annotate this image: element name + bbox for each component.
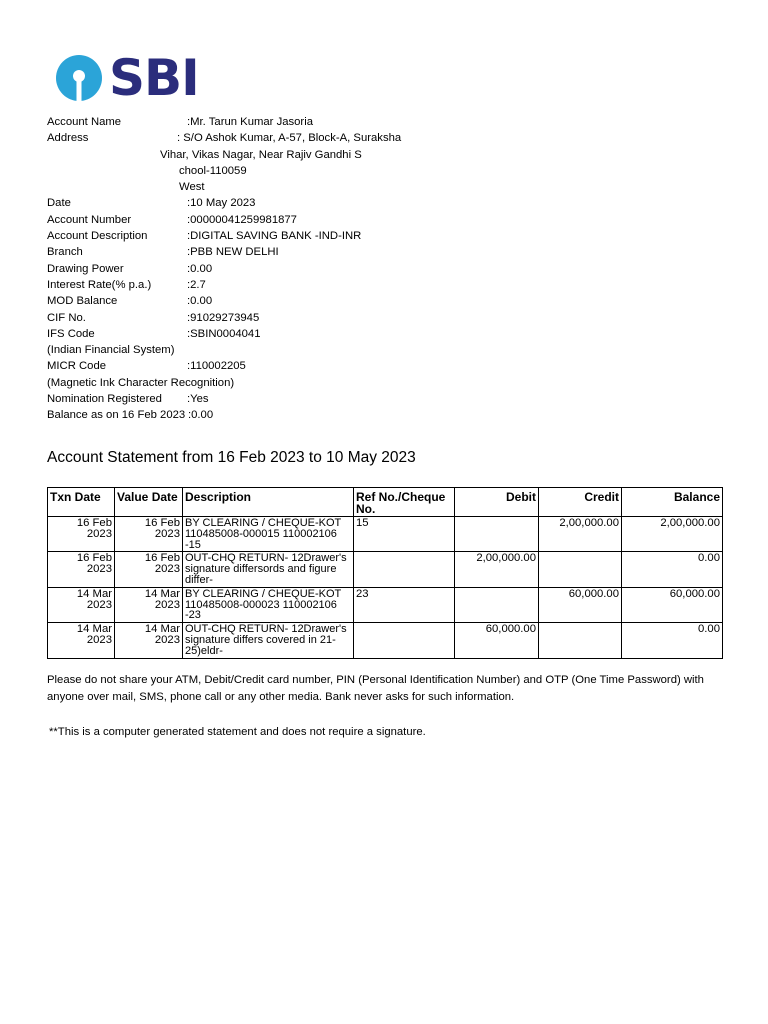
cif-label: CIF No. xyxy=(47,311,86,324)
value-date-cell: 16 Feb 2023 xyxy=(115,517,183,552)
credit-cell xyxy=(539,552,622,587)
txn-date-cell: 16 Feb 2023 xyxy=(48,552,115,587)
col-debit: Debit xyxy=(455,488,539,517)
cif-value: :91029273945 xyxy=(187,311,260,324)
txn-date-cell: 16 Feb 2023 xyxy=(48,517,115,552)
account-description-value: :DIGITAL SAVING BANK -IND-INR xyxy=(187,230,362,243)
ifs-code-label: IFS Code xyxy=(47,327,95,340)
ref-cell: 15 xyxy=(354,517,455,552)
address-line3: chool-110059 xyxy=(179,164,247,177)
description-cell: OUT-CHQ RETURN- 12Drawer's signature differs covered in 21-25)eldr- xyxy=(183,623,354,658)
ifs-note: (Indian Financial System) xyxy=(47,344,175,357)
branch-label: Branch xyxy=(47,246,83,259)
ifs-code-value: :SBIN0004041 xyxy=(187,327,261,340)
col-credit: Credit xyxy=(539,488,622,517)
description-cell: BY CLEARING / CHEQUE-KOT 110485008-000015 110002106 -15 xyxy=(183,517,354,552)
txn-date-cell: 14 Mar 2023 xyxy=(48,623,115,658)
debit-cell xyxy=(455,587,539,622)
col-description: Description xyxy=(183,488,354,517)
debit-cell: 2,00,000.00 xyxy=(455,552,539,587)
nomination-value: :Yes xyxy=(187,393,209,406)
mod-balance-label: MOD Balance xyxy=(47,295,118,308)
transactions-table xyxy=(47,487,723,659)
ref-cell: 23 xyxy=(354,587,455,622)
address-line1: : S/O Ashok Kumar, A-57, Block-A, Suraksha xyxy=(177,132,402,145)
footer-note: **This is a computer generated statement and does not require a signature. xyxy=(49,726,426,738)
bank-name: SBI xyxy=(109,49,199,107)
table-header-row xyxy=(48,488,723,517)
statement-title: Account Statement from 16 Feb 2023 to 10 May 2023 xyxy=(47,449,416,466)
ref-cell xyxy=(354,623,455,658)
balance-cell: 60,000.00 xyxy=(622,587,723,622)
credit-cell: 2,00,000.00 xyxy=(539,517,622,552)
debit-cell xyxy=(455,517,539,552)
address-line4: West xyxy=(179,181,205,194)
value-date-cell: 14 Mar 2023 xyxy=(115,623,183,658)
address-label: Address xyxy=(47,132,89,145)
col-balance: Balance xyxy=(622,488,723,517)
credit-cell: 60,000.00 xyxy=(539,587,622,622)
date-value: :10 May 2023 xyxy=(187,197,256,210)
col-txn-date: Txn Date xyxy=(48,488,115,517)
sbi-keyhole-logo-icon xyxy=(55,54,103,102)
drawing-power-label: Drawing Power xyxy=(47,262,124,275)
sbi-logo xyxy=(55,49,199,107)
account-number-value: :00000041259981877 xyxy=(187,213,297,226)
address-line2: Vihar, Vikas Nagar, Near Rajiv Gandhi S xyxy=(160,148,362,161)
security-notice: Please do not share your ATM, Debit/Credit card number, PIN (Personal Identification Number) and OTP (One Time Password) with anyone over mail, SMS, phone call or any other media. Bank never asks for such information. xyxy=(47,674,704,703)
account-description-label: Account Description xyxy=(47,230,148,243)
nomination-label: Nomination Registered xyxy=(47,393,162,406)
balance-cell: 0.00 xyxy=(622,623,723,658)
opening-balance-label: Balance as on 16 Feb 2023 xyxy=(47,409,186,422)
value-date-cell: 14 Mar 2023 xyxy=(115,587,183,622)
credit-cell xyxy=(539,623,622,658)
account-name-label: Account Name xyxy=(47,116,122,128)
value-date-cell: 16 Feb 2023 xyxy=(115,552,183,587)
account-name-value: :Mr. Tarun Kumar Jasoria xyxy=(187,116,313,128)
debit-cell: 60,000.00 xyxy=(455,623,539,658)
balance-cell: 2,00,000.00 xyxy=(622,517,723,552)
description-cell: BY CLEARING / CHEQUE-KOT 110485008-000023 110002106 -23 xyxy=(183,587,354,622)
table-row xyxy=(48,587,723,622)
date-label: Date xyxy=(47,197,71,210)
txn-date-cell: 14 Mar 2023 xyxy=(48,587,115,622)
micr-code-label: MICR Code xyxy=(47,360,107,373)
branch-value: :PBB NEW DELHI xyxy=(187,246,279,259)
drawing-power-value: :0.00 xyxy=(187,262,213,275)
balance-cell: 0.00 xyxy=(622,552,723,587)
micr-note: (Magnetic Ink Character Recognition) xyxy=(47,376,235,389)
interest-rate-label: Interest Rate(% p.a.) xyxy=(47,278,152,291)
col-value-date: Value Date xyxy=(115,488,183,517)
opening-balance-value: :0.00 xyxy=(188,409,214,422)
interest-rate-value: :2.7 xyxy=(187,278,206,291)
description-cell: OUT-CHQ RETURN- 12Drawer's signature differsords and figure differ- xyxy=(183,552,354,587)
micr-code-value: :110002205 xyxy=(187,360,246,373)
ref-cell xyxy=(354,552,455,587)
col-ref: Ref No./Cheque No. xyxy=(354,488,455,517)
account-number-label: Account Number xyxy=(47,213,132,226)
mod-balance-value: :0.00 xyxy=(187,295,213,308)
table-row xyxy=(48,623,723,658)
table-row xyxy=(48,517,723,552)
table-row xyxy=(48,552,723,587)
